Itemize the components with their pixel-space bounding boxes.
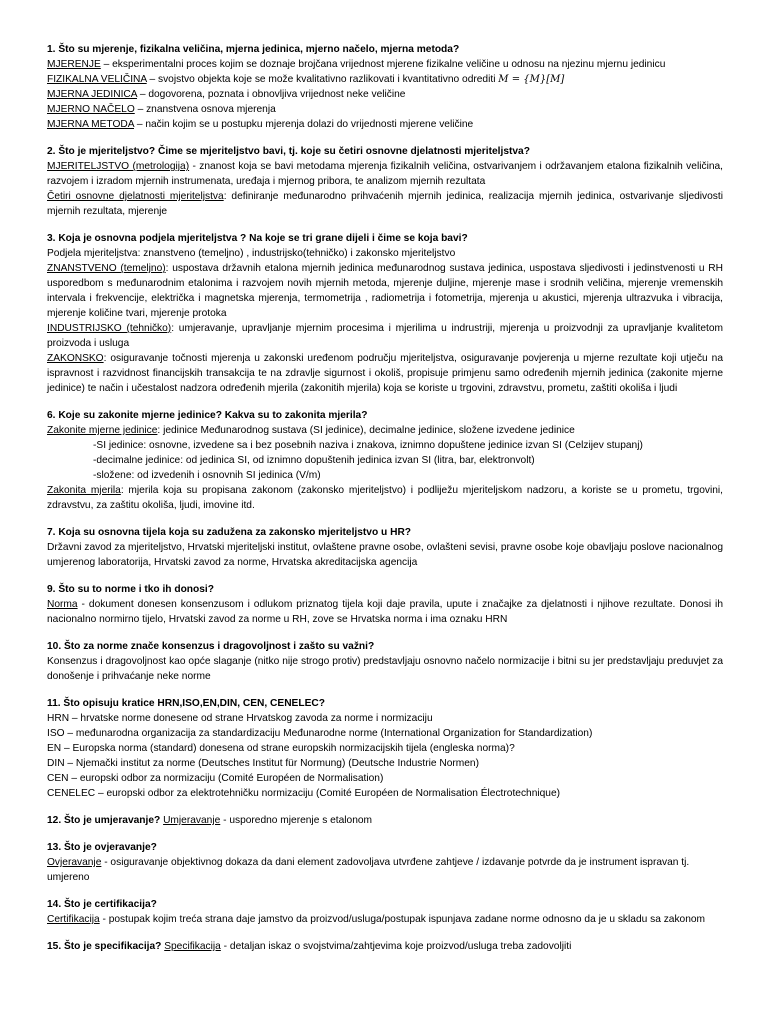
abbreviation-cenelec: CENELEC – europski odbor za elektrotehničku normizaciju (Comité Européen de Normalisation Électrotechnique) bbox=[47, 788, 561, 799]
section-14 bbox=[47, 897, 723, 927]
definition-zakonsko bbox=[47, 351, 723, 396]
section-9 bbox=[47, 582, 723, 627]
text-norma: - dokument donesen konsenzusom i odlukom priznatog tijela koji daje pravila, upute i značajke za djelatnosti i njihove rezultate. Donosi ih nacionalno normirno tijelo, Hrvatski zavod za norme u RH, zove se Hrvatska norma i ima oznaku HRN bbox=[47, 599, 723, 625]
section-3 bbox=[47, 231, 723, 396]
term-zakonita-mjerila: Zakonita mjerila bbox=[47, 485, 121, 496]
question-2: 2. Što je mjeriteljstvo? Čime se mjeriteljstvo bavi, tj. koje su četiri osnovne djelatnosti mjeriteljstva? bbox=[47, 146, 530, 157]
text-mjerno-nacelo: – znanstvena osnova mjerenja bbox=[134, 104, 276, 115]
term-specifikacija: Specifikacija bbox=[164, 941, 221, 952]
text-certifikacija: - postupak kojim treća strana daje jamstvo da proizvod/usluga/postupak ispunjava zadane norme odnosno da je u skladu sa zakonom bbox=[99, 914, 706, 925]
question-14: 14. Što je certifikacija? bbox=[47, 899, 157, 910]
list-item-slozene-jedinice: -složene: od izvedenih i osnovnih SI jedinica (V/m) bbox=[93, 470, 321, 481]
text-mjeriteljstvo: - znanost koja se bavi metodama mjerenja fizikalnih veličina, ostvarivanjem i održavanjem etalona fizikalnih veličina, razvojem i izradom mjernih instrumenata, uređaja i mjernog pribora, te analizom mjernih rezultata bbox=[47, 161, 723, 187]
term-norma: Norma bbox=[47, 599, 78, 610]
definition-ovjeravanje bbox=[47, 855, 723, 885]
text-fizikalna-velicina: – svojstvo objekta koje se može kvalitativno razlikovati i kvantitativno odrediti bbox=[146, 74, 499, 85]
term-fizikalna-velicina: FIZIKALNA VELIČINA bbox=[47, 74, 147, 85]
abbreviation-iso: ISO – međunarodna organizacija za standardizaciju Međunarodne norme (International Organization for Standardization) bbox=[47, 728, 593, 739]
question-3: 3. Koja je osnovna podjela mjeriteljstva ? Na koje se tri grane dijeli i čime se koja bavi? bbox=[47, 233, 468, 244]
definition-mjerna-jedinica bbox=[47, 87, 723, 102]
text-znanstveno: : uspostava državnih etalona mjernih jedinica međunarodnog sustava jedinica, uspostava sljedivosti i jedinstvenosti u RH usporedbom s međunarodnim etalonima i razvojem novih mjernih metoda, mjerenje duljine, mjerenje mase i srodnih veličina, mjerenje vremenskih intervala i frekvencije, električka i magnetska mjerenja, termometrija , radiometrija i fotometrija, mjerenja u akustici, mjerenja ultrazvuka i vibracija, mjerenje količine tvari, mjerenje protoka bbox=[47, 263, 723, 319]
section-7 bbox=[47, 525, 723, 570]
text-zakonite-jedinice: : jedinice Međunarodnog sustava (SI jedinice), decimalne jedinice, složene izvedene jedinice bbox=[157, 425, 575, 436]
question-6: 6. Koje su zakonite mjerne jedinice? Kakva su to zakonita mjerila? bbox=[47, 410, 368, 421]
question-9: 9. Što su to norme i tko ih donosi? bbox=[47, 584, 214, 595]
section-11 bbox=[47, 696, 723, 801]
term-certifikacija: Certifikacija bbox=[47, 914, 100, 925]
podjela-text: Podjela mjeriteljstva: znanstveno (temeljno) , industrijsko(tehničko) i zakonsko mjeriteljstvo bbox=[47, 248, 456, 259]
text-industrijsko: : umjeravanje, upravljanje mjernim procesima i mjerilima u indrustriji, mjerenja u proizvodnji za upravljanje kvalitetom proizvoda i usluga bbox=[47, 323, 723, 349]
abbreviation-din: DIN – Njemački institut za norme (Deutsches Institut für Normung) (Deutsche Industrie Normen) bbox=[47, 758, 479, 769]
text-specifikacija: - detaljan iskaz o svojstvima/zahtjevima koje proizvod/usluga treba zadovoljiti bbox=[220, 941, 572, 952]
abbreviation-en: EN – Europska norma (standard) donesena od strane europskih normizacijskih tijela (engleska norma)? bbox=[47, 743, 515, 754]
question-1: 1. Što su mjerenje, fizikalna veličina, mjerna jedinica, mjerno načelo, mjerna metoda? bbox=[47, 44, 460, 55]
definition-zakonita-mjerila bbox=[47, 483, 723, 513]
answer-7: Državni zavod za mjeriteljstvo, Hrvatski mjeriteljski institut, ovlaštene pravne osobe, ovlašteni sevisi, pravne osobe koje obavljaju poslove nacionalnog umjerenog laboratorija, Hrvatski zavod za norme, Hrvatska akreditacijska agencija bbox=[47, 542, 723, 568]
term-industrijsko: INDUSTRIJSKO (tehničko) bbox=[47, 323, 172, 334]
definition-certifikacija bbox=[47, 912, 723, 927]
definition-znanstveno bbox=[47, 261, 723, 321]
section-12 bbox=[47, 813, 723, 828]
text-ovjeravanje: - osiguravanje objektivnog dokaza da dani element zadovoljava utvrđene zahtjeve / izdavanje potvrde da je instrument ispravan tj. umjereno bbox=[47, 857, 690, 883]
section-1 bbox=[47, 42, 723, 132]
text-zakonita-mjerila: : mjerila koja su propisana zakonom (zakonsko mjeriteljstvo) i podliježu mjeriteljskom nadzoru, a koriste se u prometu, trgovini, zdravstvu, za zaštitu okoliša, ljudi, imovine itd. bbox=[47, 485, 724, 511]
list-item-decimalne-jedinice: -decimalne jedinice: od jedinica SI, od iznimno dopuštenih jedinica izvan SI (litra, bar, elektronvolt) bbox=[93, 455, 535, 466]
text-mjerna-metoda: – način kojim se u postupku mjerenja dolazi do vrijednosti mjerene veličine bbox=[134, 119, 474, 130]
definition-mjeriteljstvo bbox=[47, 159, 723, 189]
term-zakonite-jedinice: Zakonite mjerne jedinice bbox=[47, 425, 158, 436]
definition-mjerno-nacelo bbox=[47, 102, 723, 117]
formula-velicina: M = {M}[M] bbox=[498, 74, 565, 85]
term-mjeriteljstvo: MJERITELJSTVO (metrologija) bbox=[47, 161, 190, 172]
term-ovjeravanje: Ovjeravanje bbox=[47, 857, 102, 868]
definition-djelatnosti bbox=[47, 189, 723, 219]
definition-zakonite-jedinice bbox=[47, 423, 723, 438]
term-umjeravanje: Umjeravanje bbox=[163, 815, 221, 826]
text-umjeravanje: - usporedno mjerenje s etalonom bbox=[220, 815, 373, 826]
definition-industrijsko bbox=[47, 321, 723, 351]
list-item-si-jedinice: -SI jedinice: osnovne, izvedene sa i bez posebnih naziva i znakova, iznimno dopuštene jedinice izvan SI (Celzijev stupanj) bbox=[93, 440, 643, 451]
section-2 bbox=[47, 144, 723, 219]
question-7: 7. Koja su osnovna tijela koja su zadužena za zakonsko mjeriteljstvo u HR? bbox=[47, 527, 412, 538]
term-djelatnosti: Četiri osnovne djelatnosti mjeriteljstva bbox=[47, 191, 224, 202]
term-zakonsko: ZAKONSKO bbox=[47, 353, 104, 364]
text-mjerna-jedinica: – dogovorena, poznata i obnovljiva vrijednost neke veličine bbox=[137, 89, 406, 100]
question-12: 12. Što je umjeravanje? bbox=[47, 815, 164, 826]
term-mjerno-nacelo: MJERNO NAČELO bbox=[47, 104, 135, 115]
text-djelatnosti: : definiranje međunarodno prihvaćenih mjernih jedinica, realizacija mjernih jedinica, ostvarivanje sljedivosti mjernih rezultata, mjerenje bbox=[47, 191, 723, 217]
term-mjerenje: MJERENJE bbox=[47, 59, 101, 70]
answer-12 bbox=[47, 813, 723, 828]
question-15: 15. Što je specifikacija? bbox=[47, 941, 165, 952]
definition-mjerenje bbox=[47, 57, 723, 72]
section-13 bbox=[47, 840, 723, 885]
text-zakonsko: : osiguravanje točnosti mjerenja u zakonski uređenom području mjeriteljstva, osiguravanje povjerenja u mjerne rezultate koji utječu na ispravnost i razvidnost financijskih transakcija te na zdravlje sigurnost i okoliš, propisuje primjenu samo određenih mjernih jedinica (zakonite mjerne jedinice) te način i učestalost nadzora određenih mjerila (zakonitih mjerila) koja se koriste u trgovini, zdravstvu, prometu, zaštiti okoliša i ljudi bbox=[47, 353, 723, 394]
answer-10: Konsenzus i dragovoljnost kao opće slaganje (nitko nije strogo protiv) predstavljaju osnovno načelo normizacije i bitni su jer predstavljaju preduvjet za donošenje i prihvaćanje neke norme bbox=[47, 656, 723, 682]
text-mjerenje: – eksperimentalni proces kojim se doznaje brojčana vrijednost mjerene fizikalne veličine u odnosu na njezinu mjernu jedinicu bbox=[100, 59, 666, 70]
definition-norma bbox=[47, 597, 723, 627]
term-mjerna-metoda: MJERNA METODA bbox=[47, 119, 134, 130]
section-15 bbox=[47, 939, 723, 954]
abbreviation-cen: CEN – europski odbor za normizaciju (Comité Européen de Normalisation) bbox=[47, 773, 384, 784]
term-znanstveno: ZNANSTVENO (temeljno) bbox=[47, 263, 166, 274]
definition-mjerna-metoda bbox=[47, 117, 723, 132]
abbreviation-hrn: HRN – hrvatske norme donesene od strane Hrvatskog zavoda za norme i normizaciju bbox=[47, 713, 433, 724]
question-11: 11. Što opisuju kratice HRN,ISO,EN,DIN, CEN, CENELEC? bbox=[47, 698, 325, 709]
section-10 bbox=[47, 639, 723, 684]
term-mjerna-jedinica: MJERNA JEDINICA bbox=[47, 89, 138, 100]
question-13: 13. Što je ovjeravanje? bbox=[47, 842, 157, 853]
answer-15 bbox=[47, 939, 723, 954]
definition-fizikalna-velicina bbox=[47, 72, 723, 87]
question-10: 10. Što za norme znače konsenzus i dragovoljnost i zašto su važni? bbox=[47, 641, 375, 652]
section-6 bbox=[47, 408, 723, 513]
